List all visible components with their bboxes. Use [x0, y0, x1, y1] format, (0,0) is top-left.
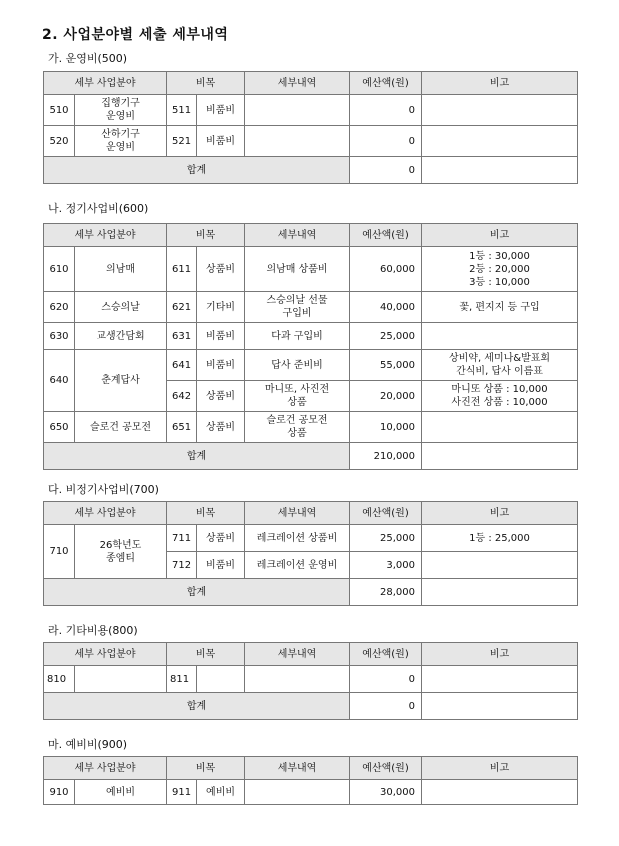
amount-cell: 20,000: [350, 381, 422, 412]
field-cell: 교생간담회: [75, 323, 167, 350]
header-field: 세부 사업분야: [44, 224, 167, 247]
code-cell: 620: [44, 292, 75, 323]
note-cell: 상비약, 세미나&발표회 간식비, 답사 이름표: [422, 350, 578, 381]
section-title-other: 라. 기타비용(800): [48, 624, 138, 637]
note-cell: [422, 323, 578, 350]
amount-cell: 0: [350, 95, 422, 126]
item-code-cell: 511: [167, 95, 197, 126]
detail-cell: 스승의날 선물 구입비: [245, 292, 350, 323]
detail-cell: 의남매 상품비: [245, 247, 350, 292]
item-cell: 비품비: [197, 350, 245, 381]
total-row: [44, 579, 578, 606]
section-title-reserve: 마. 예비비(900): [48, 738, 128, 751]
header-field: 세부 사업분야: [44, 502, 167, 525]
header-row: [44, 72, 578, 95]
item-cell: [197, 666, 245, 693]
detail-cell: 레크레이션 상품비: [245, 525, 350, 552]
table-other: [43, 642, 578, 720]
header-row: [44, 757, 578, 780]
total-label: 합계: [44, 579, 350, 606]
field-cell: 예비비: [75, 780, 167, 805]
header-field: 세부 사업분야: [44, 72, 167, 95]
header-amount: 예산액(원): [350, 224, 422, 247]
header-detail: 세부내역: [245, 757, 350, 780]
note-cell: [422, 552, 578, 579]
item-cell: 기타비: [197, 292, 245, 323]
field-cell: 산하기구 운영비: [75, 126, 167, 157]
note-cell: [422, 693, 578, 720]
code-cell: 810: [44, 666, 75, 693]
note-cell: [422, 666, 578, 693]
total-row: [44, 443, 578, 470]
table-row: [44, 666, 578, 693]
total-amount: 210,000: [350, 443, 422, 470]
code-cell: 510: [44, 95, 75, 126]
header-row: [44, 224, 578, 247]
item-code-cell: 651: [167, 412, 197, 443]
table-row: [44, 126, 578, 157]
note-cell: [422, 95, 578, 126]
amount-cell: 60,000: [350, 247, 422, 292]
header-item: 비목: [167, 757, 245, 780]
section-title-operating: 가. 운영비(500): [48, 52, 128, 65]
amount-cell: 0: [350, 126, 422, 157]
header-item: 비목: [167, 72, 245, 95]
table-irregular: [43, 501, 578, 606]
item-cell: 비품비: [197, 323, 245, 350]
item-code-cell: 642: [167, 381, 197, 412]
item-code-cell: 811: [167, 666, 197, 693]
item-cell: 비품비: [197, 95, 245, 126]
note-cell: [422, 126, 578, 157]
header-item: 비목: [167, 502, 245, 525]
item-cell: 비품비: [197, 126, 245, 157]
note-cell: [422, 579, 578, 606]
header-note: 비고: [422, 224, 578, 247]
amount-cell: 0: [350, 666, 422, 693]
detail-cell: [245, 666, 350, 693]
field-cell: [75, 666, 167, 693]
total-label: 합계: [44, 693, 350, 720]
table-row: [44, 95, 578, 126]
total-row: [44, 157, 578, 184]
total-label: 합계: [44, 443, 350, 470]
header-amount: 예산액(원): [350, 72, 422, 95]
field-cell: 26학년도 종엠티: [75, 525, 167, 579]
code-cell: 610: [44, 247, 75, 292]
field-cell: 집행기구 운영비: [75, 95, 167, 126]
table-regular: [43, 223, 578, 470]
total-amount: 28,000: [350, 579, 422, 606]
header-field: 세부 사업분야: [44, 643, 167, 666]
field-cell: 의남매: [75, 247, 167, 292]
note-cell: 마니또 상품 : 10,000 사진전 상품 : 10,000: [422, 381, 578, 412]
amount-cell: 10,000: [350, 412, 422, 443]
code-cell: 630: [44, 323, 75, 350]
code-cell: 520: [44, 126, 75, 157]
table-row: [44, 350, 578, 381]
amount-cell: 25,000: [350, 525, 422, 552]
table-reserve: [43, 756, 578, 805]
header-row: [44, 502, 578, 525]
item-code-cell: 711: [167, 525, 197, 552]
field-cell: 슬로건 공모전: [75, 412, 167, 443]
item-code-cell: 631: [167, 323, 197, 350]
item-code-cell: 712: [167, 552, 197, 579]
amount-cell: 55,000: [350, 350, 422, 381]
item-cell: 상품비: [197, 381, 245, 412]
page-title: 2. 사업분야별 세출 세부내역: [42, 27, 229, 43]
header-detail: 세부내역: [245, 502, 350, 525]
header-note: 비고: [422, 757, 578, 780]
header-detail: 세부내역: [245, 72, 350, 95]
amount-cell: 40,000: [350, 292, 422, 323]
note-cell: [422, 780, 578, 805]
detail-cell: 마니또, 사진전 상품: [245, 381, 350, 412]
header-note: 비고: [422, 643, 578, 666]
total-amount: 0: [350, 693, 422, 720]
detail-cell: [245, 126, 350, 157]
section-title-irregular: 다. 비정기사업비(700): [48, 483, 159, 496]
detail-cell: 레크레이션 운영비: [245, 552, 350, 579]
code-cell: 650: [44, 412, 75, 443]
item-cell: 비품비: [197, 552, 245, 579]
total-amount: 0: [350, 157, 422, 184]
header-amount: 예산액(원): [350, 757, 422, 780]
header-amount: 예산액(원): [350, 502, 422, 525]
item-code-cell: 911: [167, 780, 197, 805]
item-code-cell: 621: [167, 292, 197, 323]
amount-cell: 25,000: [350, 323, 422, 350]
table-row: [44, 247, 578, 292]
total-row: [44, 693, 578, 720]
field-cell: 춘계답사: [75, 350, 167, 412]
item-code-cell: 611: [167, 247, 197, 292]
note-cell: [422, 443, 578, 470]
header-item: 비목: [167, 643, 245, 666]
header-item: 비목: [167, 224, 245, 247]
note-cell: 1등 : 25,000: [422, 525, 578, 552]
header-note: 비고: [422, 72, 578, 95]
item-cell: 상품비: [197, 247, 245, 292]
field-cell: 스승의날: [75, 292, 167, 323]
table-row: [44, 780, 578, 805]
table-row: [44, 412, 578, 443]
header-field: 세부 사업분야: [44, 757, 167, 780]
item-cell: 예비비: [197, 780, 245, 805]
code-cell: 640: [44, 350, 75, 412]
item-code-cell: 641: [167, 350, 197, 381]
amount-cell: 30,000: [350, 780, 422, 805]
note-cell: [422, 157, 578, 184]
table-row: [44, 323, 578, 350]
detail-cell: 다과 구입비: [245, 323, 350, 350]
section-title-regular: 나. 정기사업비(600): [48, 202, 149, 215]
table-row: [44, 292, 578, 323]
note-cell: 꽃, 편지지 등 구입: [422, 292, 578, 323]
code-cell: 910: [44, 780, 75, 805]
item-cell: 상품비: [197, 412, 245, 443]
table-row: [44, 525, 578, 552]
detail-cell: [245, 95, 350, 126]
amount-cell: 3,000: [350, 552, 422, 579]
total-label: 합계: [44, 157, 350, 184]
header-row: [44, 643, 578, 666]
header-amount: 예산액(원): [350, 643, 422, 666]
detail-cell: [245, 780, 350, 805]
code-cell: 710: [44, 525, 75, 579]
detail-cell: 답사 준비비: [245, 350, 350, 381]
detail-cell: 슬로건 공모전 상품: [245, 412, 350, 443]
item-cell: 상품비: [197, 525, 245, 552]
table-operating: [43, 71, 578, 184]
header-detail: 세부내역: [245, 643, 350, 666]
note-cell: 1등 : 30,000 2등 : 20,000 3등 : 10,000: [422, 247, 578, 292]
header-note: 비고: [422, 502, 578, 525]
note-cell: [422, 412, 578, 443]
item-code-cell: 521: [167, 126, 197, 157]
header-detail: 세부내역: [245, 224, 350, 247]
